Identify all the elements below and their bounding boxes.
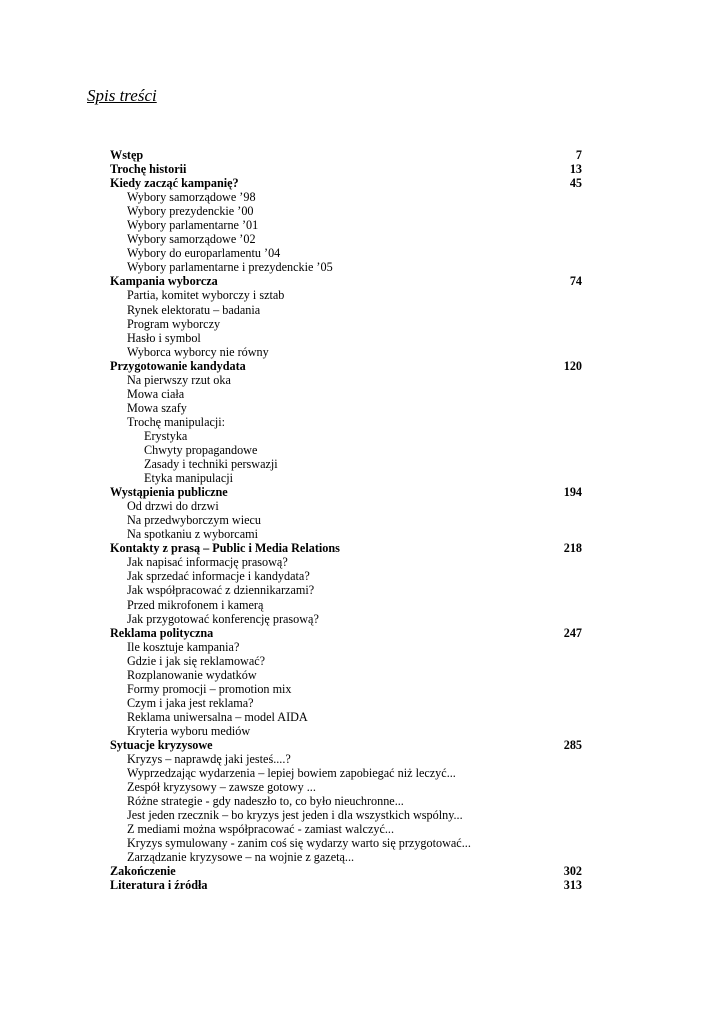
page-title: Spis treści — [87, 86, 157, 105]
toc-entry-label: Sytuacje kryzysowe — [110, 737, 213, 752]
toc-entry-label: Zakończenie — [110, 864, 176, 879]
toc-page-number: 7 — [575, 148, 582, 162]
toc-subsection-row — [110, 457, 582, 471]
toc-entry-label: Partia, komitet wyborczy i sztab — [127, 288, 285, 303]
toc-page-number: 120 — [563, 358, 582, 373]
toc-chapter-row — [110, 148, 582, 162]
toc-entry-label: Kryzys symulowany - zanim coś się wydarzy warto się przygotować... — [127, 836, 471, 851]
toc-subsection-row — [110, 654, 582, 668]
toc-subsection-row — [110, 190, 582, 204]
toc-entry-label: Od drzwi do drzwi — [127, 499, 219, 514]
toc-entry-label: Przygotowanie kandydata — [110, 358, 246, 373]
toc-subsection-row — [110, 569, 582, 583]
toc-entry-label: Na pierwszy rzut oka — [127, 372, 231, 387]
toc-page-number: 313 — [563, 878, 582, 893]
toc-entry-label: Reklama uniwersalna – model AIDA — [127, 709, 308, 724]
toc-chapter-row — [110, 626, 582, 640]
toc-subsection-row — [110, 836, 582, 850]
toc-entry-label: Zasady i techniki perswazji — [144, 457, 278, 472]
toc-subsection-row — [110, 583, 582, 597]
toc-subsection-row — [110, 218, 582, 232]
toc-entry-label: Wybory samorządowe ’02 — [127, 232, 256, 247]
toc-entry-label: Wybory parlamentarne i prezydenckie ’05 — [127, 260, 333, 275]
toc-entry-label: Etyka manipulacji — [144, 471, 234, 486]
toc-page-number: 285 — [563, 737, 582, 752]
toc-subsection-row — [110, 612, 582, 626]
toc-subsection-row — [110, 471, 582, 485]
toc-subsection-row — [110, 822, 582, 836]
toc-subsection-row — [110, 288, 582, 302]
toc-entry-label: Program wyborczy — [127, 316, 221, 331]
toc-entry-label: Gdzie i jak się reklamować? — [127, 653, 266, 668]
toc-entry-label: Chwyty propagandowe — [144, 442, 258, 457]
toc-entry-label: Kampania wyborcza — [110, 274, 218, 289]
toc-entry-label: Wyprzedzając wydarzenia – lepiej bowiem zapobiegać niż leczyć... — [127, 766, 456, 781]
toc-chapter-row — [110, 541, 582, 555]
toc-entry-label: Kiedy zacząć kampanię? — [110, 176, 239, 191]
toc-subsection-row — [110, 232, 582, 246]
toc-chapter-row — [110, 738, 582, 752]
toc-subsection-row — [110, 373, 582, 387]
toc-entry-label: Czym i jaka jest reklama? — [127, 695, 254, 710]
toc-entry-label: Jak napisać informację prasową? — [127, 555, 288, 570]
toc-page-number: 218 — [563, 541, 582, 556]
toc-subsection-row — [110, 513, 582, 527]
toc-entry-label: Hasło i symbol — [127, 330, 201, 345]
toc-entry-label: Rynek elektoratu – badania — [127, 302, 261, 317]
toc-entry-label: Kontakty z prasą – Public i Media Relations — [110, 541, 340, 556]
toc-entry-label: Różne strategie - gdy nadeszło to, co było nieuchronne... — [127, 794, 404, 809]
toc-entry-label: Erystyka — [144, 428, 188, 443]
toc-entry-label: Trochę historii — [110, 162, 187, 177]
toc-subsection-row — [110, 794, 582, 808]
toc-subsection-row — [110, 499, 582, 513]
toc-subsection-row — [110, 246, 582, 260]
toc-subsection-row — [110, 345, 582, 359]
toc-entry-label: Trochę manipulacji: — [127, 414, 226, 429]
toc-chapter-row — [110, 359, 582, 373]
toc-subsection-row — [110, 682, 582, 696]
toc-entry-label: Wystąpienia publiczne — [110, 485, 228, 500]
toc-subsection-row — [110, 204, 582, 218]
toc-entry-label: Rozplanowanie wydatków — [127, 667, 257, 682]
toc-entry-label: Kryzys – naprawdę jaki jesteś....? — [127, 752, 291, 767]
toc-page-number: 45 — [569, 176, 582, 191]
toc-subsection-row — [110, 752, 582, 766]
toc-chapter-row — [110, 878, 582, 892]
toc-subsection-row — [110, 527, 582, 541]
toc-subsection-row — [110, 415, 582, 429]
toc-subsection-row — [110, 850, 582, 864]
toc-subsection-row — [110, 598, 582, 612]
toc-page-number: 247 — [563, 625, 582, 640]
toc-subsection-row — [110, 710, 582, 724]
toc-entry-label: Przed mikrofonem i kamerą — [127, 597, 264, 612]
toc-subsection-row — [110, 387, 582, 401]
toc-subsection-row — [110, 766, 582, 780]
toc-entry-label: Jak przygotować konferencję prasową? — [127, 611, 319, 626]
toc-subsection-row — [110, 401, 582, 415]
toc-chapter-row — [110, 176, 582, 190]
toc-entry-label: Reklama polityczna — [110, 625, 214, 640]
toc-chapter-row — [110, 162, 582, 176]
toc-entry-label: Kryteria wyboru mediów — [127, 723, 251, 738]
toc-page-number: 74 — [569, 274, 582, 289]
toc-entry-label: Na przedwyborczym wiecu — [127, 513, 262, 528]
toc-entry-label: Ile kosztuje kampania? — [127, 639, 240, 654]
toc-entry-label: Formy promocji – promotion mix — [127, 681, 292, 696]
toc-subsection-row — [110, 696, 582, 710]
toc-subsection-row — [110, 640, 582, 654]
toc-chapter-row — [110, 864, 582, 878]
toc-subsection-row — [110, 443, 582, 457]
toc-entry-label: Wstęp — [110, 148, 144, 162]
toc-subsection-row — [110, 260, 582, 274]
toc-subsection-row — [110, 555, 582, 569]
toc-subsection-row — [110, 780, 582, 794]
toc-subsection-row — [110, 808, 582, 822]
toc-entry-label: Jest jeden rzecznik – bo kryzys jest jeden i dla wszystkich wspólny... — [127, 808, 463, 823]
toc-entry-label: Wybory parlamentarne ’01 — [127, 218, 259, 233]
toc-page-number: 13 — [569, 162, 582, 177]
toc-chapter-row — [110, 485, 582, 499]
toc-entry-label: Wybory prezydenckie ’00 — [127, 204, 254, 219]
toc-subsection-row — [110, 668, 582, 682]
toc-entry-label: Literatura i źródła — [110, 878, 208, 893]
toc-entry-label: Na spotkaniu z wyborcami — [127, 527, 258, 542]
toc-entry-label: Wyborca wyborcy nie równy — [127, 344, 269, 359]
toc-subsection-row — [110, 317, 582, 331]
toc-entry-label: Zespół kryzysowy – zawsze gotowy ... — [127, 780, 316, 795]
toc-entry-label: Z mediami można współpracować - zamiast walczyć... — [127, 822, 395, 837]
toc-chapter-row — [110, 274, 582, 288]
table-of-contents — [110, 148, 582, 892]
toc-entry-label: Wybory do europarlamentu ’04 — [127, 246, 281, 261]
toc-entry-label: Jak sprzedać informacje i kandydata? — [127, 569, 310, 584]
toc-entry-label: Wybory samorządowe ’98 — [127, 190, 256, 205]
toc-page-number: 194 — [563, 485, 582, 500]
toc-entry-label: Mowa ciała — [127, 386, 185, 401]
toc-page-number: 302 — [563, 864, 582, 879]
toc-entry-label: Mowa szafy — [127, 400, 187, 415]
toc-subsection-row — [110, 303, 582, 317]
toc-subsection-row — [110, 331, 582, 345]
toc-subsection-row — [110, 429, 582, 443]
toc-subsection-row — [110, 724, 582, 738]
toc-entry-label: Zarządzanie kryzysowe – na wojnie z gazetą... — [127, 850, 355, 865]
toc-entry-label: Jak współpracować z dziennikarzami? — [127, 583, 315, 598]
